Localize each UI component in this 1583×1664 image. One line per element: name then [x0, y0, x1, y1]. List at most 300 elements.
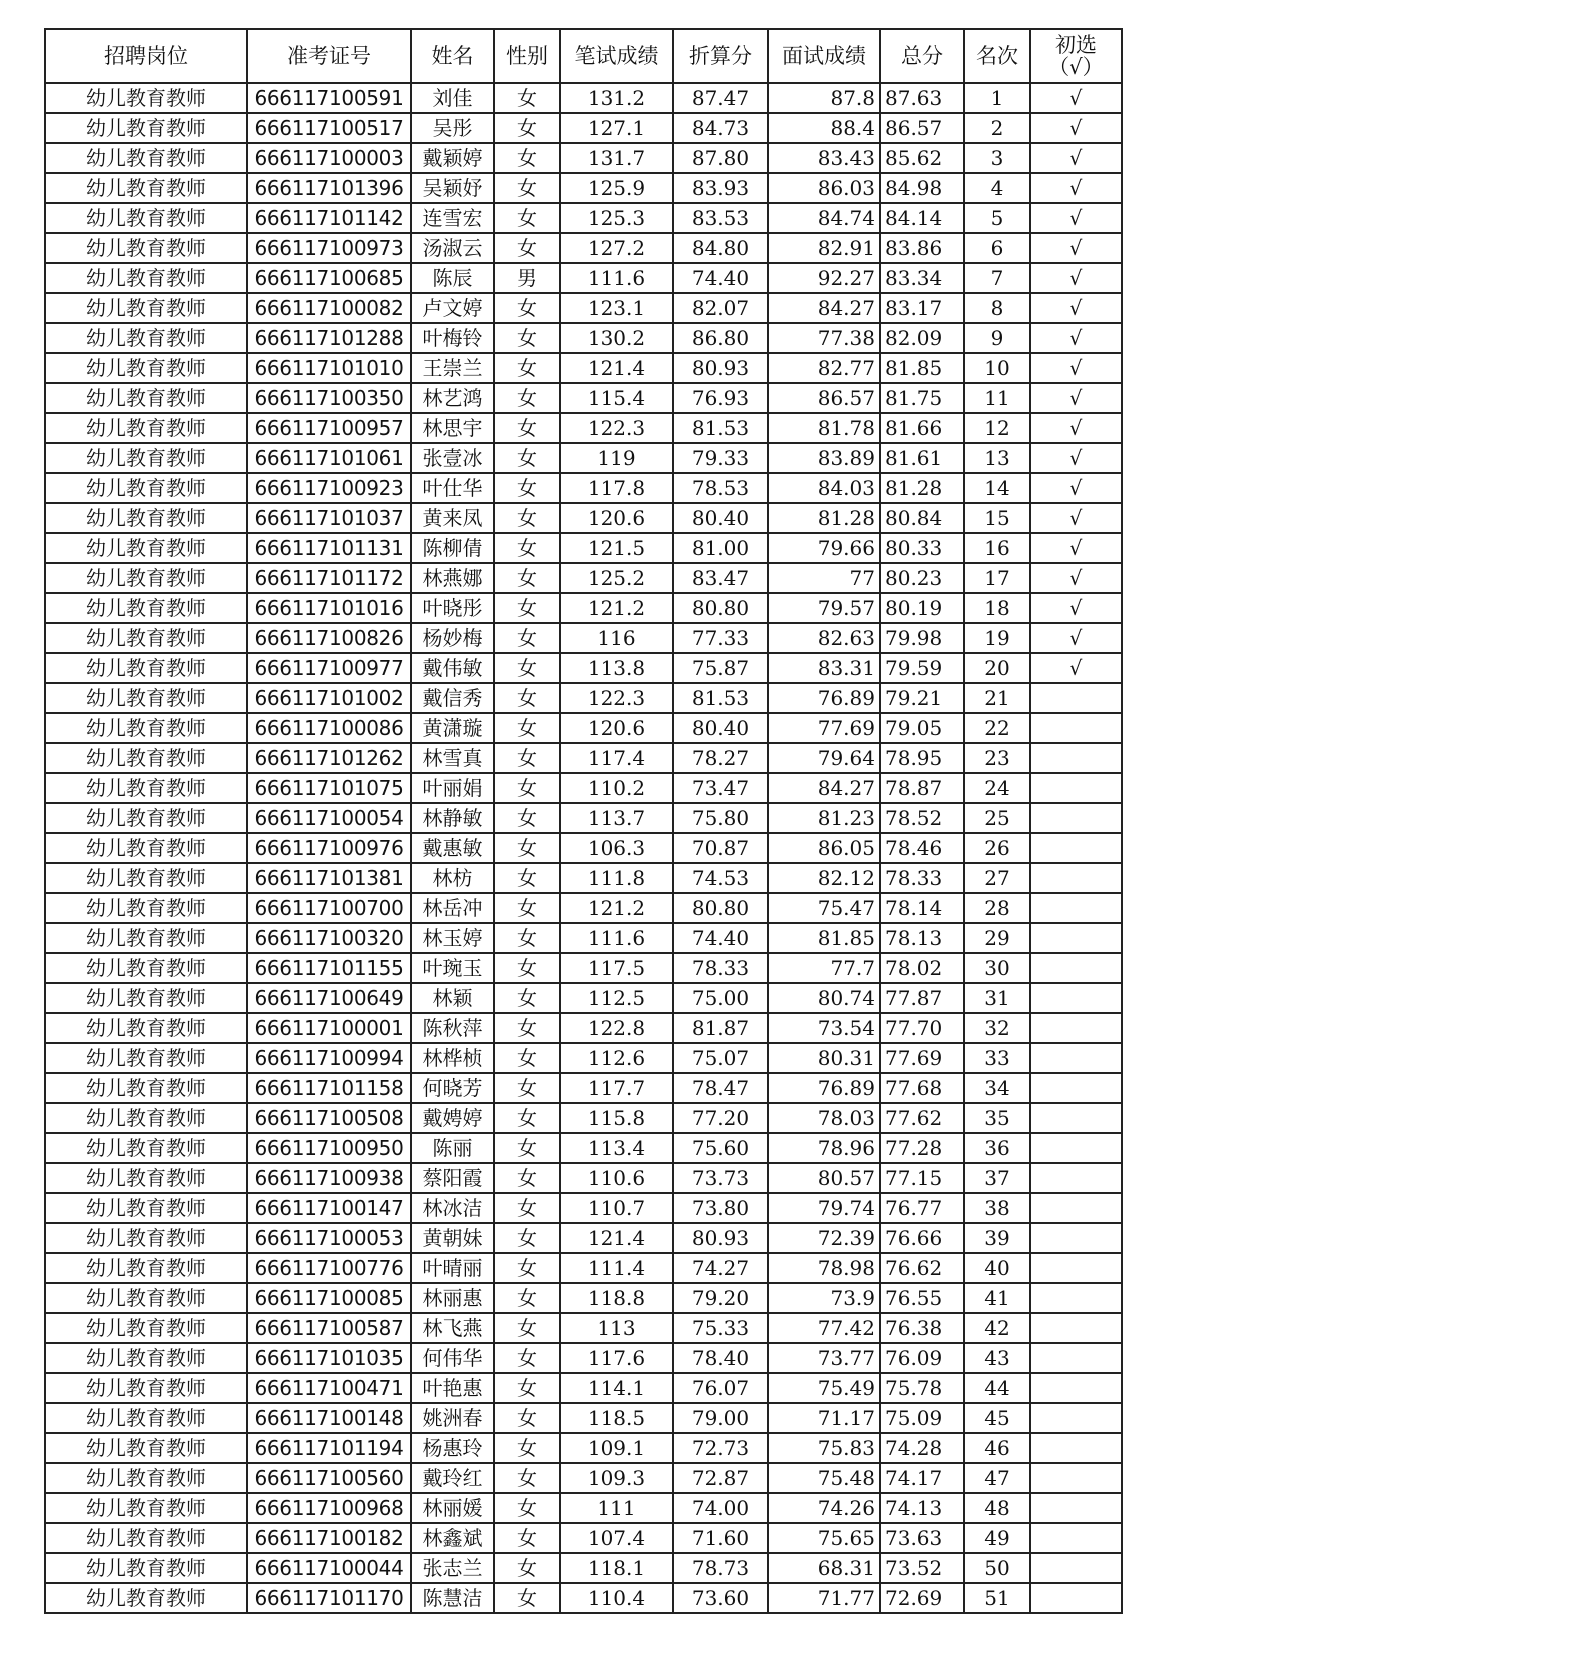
selected-check-cell	[1030, 1313, 1122, 1343]
rank-cell: 16	[964, 533, 1030, 563]
converted-score-cell: 84.73	[673, 113, 768, 143]
rank-cell: 27	[964, 863, 1030, 893]
interview-score-cell: 79.74	[768, 1193, 880, 1223]
name-cell: 戴颖婷	[411, 143, 494, 173]
total-score-cell: 76.77	[880, 1193, 964, 1223]
interview-score-cell: 77	[768, 563, 880, 593]
table-row	[45, 893, 1122, 923]
exam-id-cell: 666117101288	[247, 323, 411, 353]
position-cell: 幼儿教育教师	[45, 533, 247, 563]
gender-cell: 女	[494, 713, 560, 743]
exam-id-cell: 666117100560	[247, 1463, 411, 1493]
table-row	[45, 713, 1122, 743]
written-score-cell: 127.2	[560, 233, 673, 263]
total-score-cell: 82.09	[880, 323, 964, 353]
total-score-cell: 73.63	[880, 1523, 964, 1553]
rank-cell: 8	[964, 293, 1030, 323]
converted-score-cell: 72.73	[673, 1433, 768, 1463]
gender-cell: 女	[494, 443, 560, 473]
table-row	[45, 653, 1122, 683]
interview-score-cell: 78.96	[768, 1133, 880, 1163]
interview-score-cell: 84.03	[768, 473, 880, 503]
interview-score-cell: 73.9	[768, 1283, 880, 1313]
selected-check-cell	[1030, 743, 1122, 773]
table-row	[45, 113, 1122, 143]
converted-score-cell: 75.80	[673, 803, 768, 833]
name-cell: 叶琬玉	[411, 953, 494, 983]
selected-check-cell: √	[1030, 623, 1122, 653]
interview-score-cell: 72.39	[768, 1223, 880, 1253]
interview-score-cell: 78.98	[768, 1253, 880, 1283]
position-cell: 幼儿教育教师	[45, 1523, 247, 1553]
gender-cell: 女	[494, 1493, 560, 1523]
gender-cell: 女	[494, 623, 560, 653]
name-cell: 陈慧洁	[411, 1583, 494, 1613]
written-score-cell: 131.2	[560, 83, 673, 113]
total-score-cell: 87.63	[880, 83, 964, 113]
converted-score-cell: 75.87	[673, 653, 768, 683]
gender-cell: 女	[494, 1313, 560, 1343]
gender-cell: 女	[494, 1403, 560, 1433]
selected-check-cell: √	[1030, 383, 1122, 413]
selected-check-cell	[1030, 1463, 1122, 1493]
written-score-cell: 118.5	[560, 1403, 673, 1433]
selected-check-cell	[1030, 1013, 1122, 1043]
total-score-cell: 72.69	[880, 1583, 964, 1613]
name-cell: 陈柳倩	[411, 533, 494, 563]
total-score-cell: 83.34	[880, 263, 964, 293]
exam-id-cell: 666117100148	[247, 1403, 411, 1433]
name-cell: 戴惠敏	[411, 833, 494, 863]
selected-check-cell: √	[1030, 203, 1122, 233]
position-cell: 幼儿教育教师	[45, 683, 247, 713]
rank-cell: 10	[964, 353, 1030, 383]
name-cell: 黄来凤	[411, 503, 494, 533]
gender-cell: 女	[494, 383, 560, 413]
written-score-cell: 117.8	[560, 473, 673, 503]
table-row	[45, 1013, 1122, 1043]
name-cell: 连雪宏	[411, 203, 494, 233]
rank-cell: 51	[964, 1583, 1030, 1613]
position-cell: 幼儿教育教师	[45, 1433, 247, 1463]
gender-cell: 女	[494, 413, 560, 443]
total-score-cell: 81.66	[880, 413, 964, 443]
rank-cell: 23	[964, 743, 1030, 773]
rank-cell: 22	[964, 713, 1030, 743]
position-cell: 幼儿教育教师	[45, 1583, 247, 1613]
gender-cell: 女	[494, 293, 560, 323]
interview-score-cell: 79.57	[768, 593, 880, 623]
header-written-score: 笔试成绩	[560, 29, 673, 83]
written-score-cell: 115.8	[560, 1103, 673, 1133]
total-score-cell: 77.70	[880, 1013, 964, 1043]
name-cell: 黄潇璇	[411, 713, 494, 743]
header-gender: 性别	[494, 29, 560, 83]
converted-score-cell: 80.40	[673, 713, 768, 743]
exam-id-cell: 666117100182	[247, 1523, 411, 1553]
table-row	[45, 1223, 1122, 1253]
interview-score-cell: 79.64	[768, 743, 880, 773]
name-cell: 林枋	[411, 863, 494, 893]
position-cell: 幼儿教育教师	[45, 353, 247, 383]
gender-cell: 女	[494, 473, 560, 503]
total-score-cell: 80.19	[880, 593, 964, 623]
rank-cell: 13	[964, 443, 1030, 473]
converted-score-cell: 74.53	[673, 863, 768, 893]
written-score-cell: 117.7	[560, 1073, 673, 1103]
converted-score-cell: 80.80	[673, 593, 768, 623]
selected-check-cell	[1030, 1103, 1122, 1133]
exam-id-cell: 666117100001	[247, 1013, 411, 1043]
selected-check-cell	[1030, 833, 1122, 863]
converted-score-cell: 87.80	[673, 143, 768, 173]
rank-cell: 12	[964, 413, 1030, 443]
selected-check-cell: √	[1030, 263, 1122, 293]
selected-check-cell	[1030, 863, 1122, 893]
position-cell: 幼儿教育教师	[45, 713, 247, 743]
exam-id-cell: 666117101381	[247, 863, 411, 893]
rank-cell: 41	[964, 1283, 1030, 1313]
position-cell: 幼儿教育教师	[45, 1373, 247, 1403]
selected-check-cell: √	[1030, 653, 1122, 683]
exam-id-cell: 666117100044	[247, 1553, 411, 1583]
table-row	[45, 1433, 1122, 1463]
total-score-cell: 78.02	[880, 953, 964, 983]
total-score-cell: 77.69	[880, 1043, 964, 1073]
gender-cell: 女	[494, 983, 560, 1013]
position-cell: 幼儿教育教师	[45, 1103, 247, 1133]
interview-score-cell: 83.31	[768, 653, 880, 683]
name-cell: 林飞燕	[411, 1313, 494, 1343]
name-cell: 林鑫斌	[411, 1523, 494, 1553]
interview-score-cell: 92.27	[768, 263, 880, 293]
interview-score-cell: 81.85	[768, 923, 880, 953]
interview-score-cell: 76.89	[768, 683, 880, 713]
name-cell: 卢文婷	[411, 293, 494, 323]
name-cell: 黄朝妹	[411, 1223, 494, 1253]
written-score-cell: 113.8	[560, 653, 673, 683]
written-score-cell: 110.6	[560, 1163, 673, 1193]
exam-id-cell: 666117101131	[247, 533, 411, 563]
rank-cell: 34	[964, 1073, 1030, 1103]
interview-score-cell: 83.43	[768, 143, 880, 173]
selected-check-cell	[1030, 1073, 1122, 1103]
selected-check-cell	[1030, 683, 1122, 713]
converted-score-cell: 73.80	[673, 1193, 768, 1223]
name-cell: 吴颖妤	[411, 173, 494, 203]
table-row	[45, 623, 1122, 653]
selected-check-cell	[1030, 923, 1122, 953]
name-cell: 叶晴丽	[411, 1253, 494, 1283]
gender-cell: 女	[494, 1523, 560, 1553]
exam-id-cell: 666117100147	[247, 1193, 411, 1223]
written-score-cell: 114.1	[560, 1373, 673, 1403]
rank-cell: 44	[964, 1373, 1030, 1403]
exam-id-cell: 666117100973	[247, 233, 411, 263]
name-cell: 何晓芳	[411, 1073, 494, 1103]
interview-score-cell: 75.65	[768, 1523, 880, 1553]
name-cell: 陈秋萍	[411, 1013, 494, 1043]
interview-score-cell: 78.03	[768, 1103, 880, 1133]
table-row	[45, 323, 1122, 353]
position-cell: 幼儿教育教师	[45, 863, 247, 893]
name-cell: 林颖	[411, 983, 494, 1013]
rank-cell: 39	[964, 1223, 1030, 1253]
results-table	[44, 28, 1123, 1614]
rank-cell: 9	[964, 323, 1030, 353]
table-row	[45, 263, 1122, 293]
total-score-cell: 85.62	[880, 143, 964, 173]
position-cell: 幼儿教育教师	[45, 1253, 247, 1283]
gender-cell: 女	[494, 203, 560, 233]
selected-check-cell: √	[1030, 593, 1122, 623]
total-score-cell: 76.66	[880, 1223, 964, 1253]
gender-cell: 女	[494, 533, 560, 563]
converted-score-cell: 80.93	[673, 1223, 768, 1253]
selected-check-cell	[1030, 1283, 1122, 1313]
written-score-cell: 118.1	[560, 1553, 673, 1583]
position-cell: 幼儿教育教师	[45, 743, 247, 773]
name-cell: 刘佳	[411, 83, 494, 113]
position-cell: 幼儿教育教师	[45, 203, 247, 233]
gender-cell: 女	[494, 353, 560, 383]
written-score-cell: 125.2	[560, 563, 673, 593]
gender-cell: 女	[494, 1373, 560, 1403]
position-cell: 幼儿教育教师	[45, 983, 247, 1013]
converted-score-cell: 79.20	[673, 1283, 768, 1313]
rank-cell: 49	[964, 1523, 1030, 1553]
header-row	[45, 29, 1122, 83]
gender-cell: 女	[494, 1343, 560, 1373]
interview-score-cell: 82.12	[768, 863, 880, 893]
exam-id-cell: 666117100977	[247, 653, 411, 683]
position-cell: 幼儿教育教师	[45, 593, 247, 623]
total-score-cell: 75.78	[880, 1373, 964, 1403]
interview-score-cell: 84.27	[768, 293, 880, 323]
selected-check-cell	[1030, 803, 1122, 833]
interview-score-cell: 86.57	[768, 383, 880, 413]
interview-score-cell: 75.49	[768, 1373, 880, 1403]
table-row	[45, 1283, 1122, 1313]
rank-cell: 37	[964, 1163, 1030, 1193]
total-score-cell: 81.61	[880, 443, 964, 473]
written-score-cell: 121.5	[560, 533, 673, 563]
total-score-cell: 75.09	[880, 1403, 964, 1433]
name-cell: 张志兰	[411, 1553, 494, 1583]
gender-cell: 女	[494, 1163, 560, 1193]
name-cell: 林冰洁	[411, 1193, 494, 1223]
rank-cell: 26	[964, 833, 1030, 863]
gender-cell: 女	[494, 83, 560, 113]
exam-id-cell: 666117100700	[247, 893, 411, 923]
converted-score-cell: 73.47	[673, 773, 768, 803]
exam-id-cell: 666117100685	[247, 263, 411, 293]
name-cell: 林燕娜	[411, 563, 494, 593]
rank-cell: 6	[964, 233, 1030, 263]
name-cell: 林岳冲	[411, 893, 494, 923]
name-cell: 蔡阳霞	[411, 1163, 494, 1193]
name-cell: 叶梅铃	[411, 323, 494, 353]
total-score-cell: 77.87	[880, 983, 964, 1013]
rank-cell: 30	[964, 953, 1030, 983]
table-row	[45, 833, 1122, 863]
total-score-cell: 79.59	[880, 653, 964, 683]
converted-score-cell: 80.40	[673, 503, 768, 533]
total-score-cell: 80.33	[880, 533, 964, 563]
total-score-cell: 80.23	[880, 563, 964, 593]
name-cell: 林丽媛	[411, 1493, 494, 1523]
position-cell: 幼儿教育教师	[45, 1193, 247, 1223]
converted-score-cell: 86.80	[673, 323, 768, 353]
written-score-cell: 116	[560, 623, 673, 653]
selected-check-cell: √	[1030, 563, 1122, 593]
gender-cell: 女	[494, 1433, 560, 1463]
total-score-cell: 76.62	[880, 1253, 964, 1283]
selected-check-cell: √	[1030, 533, 1122, 563]
table-row	[45, 1163, 1122, 1193]
exam-id-cell: 666117101035	[247, 1343, 411, 1373]
total-score-cell: 76.38	[880, 1313, 964, 1343]
selected-check-cell	[1030, 1493, 1122, 1523]
rank-cell: 11	[964, 383, 1030, 413]
header-rank: 名次	[964, 29, 1030, 83]
exam-id-cell: 666117100938	[247, 1163, 411, 1193]
table-row	[45, 203, 1122, 233]
converted-score-cell: 75.60	[673, 1133, 768, 1163]
exam-id-cell: 666117100471	[247, 1373, 411, 1403]
interview-score-cell: 82.63	[768, 623, 880, 653]
exam-id-cell: 666117100350	[247, 383, 411, 413]
exam-id-cell: 666117100086	[247, 713, 411, 743]
exam-id-cell: 666117100085	[247, 1283, 411, 1313]
converted-score-cell: 83.93	[673, 173, 768, 203]
selected-check-cell: √	[1030, 473, 1122, 503]
interview-score-cell: 71.77	[768, 1583, 880, 1613]
header-selected	[1030, 29, 1122, 83]
written-score-cell: 121.2	[560, 893, 673, 923]
position-cell: 幼儿教育教师	[45, 833, 247, 863]
name-cell: 杨惠玲	[411, 1433, 494, 1463]
converted-score-cell: 80.93	[673, 353, 768, 383]
interview-score-cell: 77.69	[768, 713, 880, 743]
converted-score-cell: 78.33	[673, 953, 768, 983]
table-row	[45, 353, 1122, 383]
position-cell: 幼儿教育教师	[45, 233, 247, 263]
table-row	[45, 503, 1122, 533]
exam-id-cell: 666117100957	[247, 413, 411, 443]
total-score-cell: 79.21	[880, 683, 964, 713]
selected-check-cell	[1030, 1133, 1122, 1163]
exam-id-cell: 666117101396	[247, 173, 411, 203]
rank-cell: 5	[964, 203, 1030, 233]
table-row	[45, 593, 1122, 623]
gender-cell: 女	[494, 1253, 560, 1283]
converted-score-cell: 75.33	[673, 1313, 768, 1343]
rank-cell: 3	[964, 143, 1030, 173]
interview-score-cell: 73.54	[768, 1013, 880, 1043]
written-score-cell: 120.6	[560, 503, 673, 533]
total-score-cell: 77.62	[880, 1103, 964, 1133]
position-cell: 幼儿教育教师	[45, 1163, 247, 1193]
selected-check-cell	[1030, 1553, 1122, 1583]
written-score-cell: 127.1	[560, 113, 673, 143]
table-row	[45, 473, 1122, 503]
converted-score-cell: 78.40	[673, 1343, 768, 1373]
written-score-cell: 121.2	[560, 593, 673, 623]
name-cell: 戴娉婷	[411, 1103, 494, 1133]
written-score-cell: 106.3	[560, 833, 673, 863]
converted-score-cell: 84.80	[673, 233, 768, 263]
rank-cell: 31	[964, 983, 1030, 1013]
gender-cell: 女	[494, 563, 560, 593]
selected-check-cell	[1030, 1223, 1122, 1253]
position-cell: 幼儿教育教师	[45, 173, 247, 203]
selected-check-cell	[1030, 1163, 1122, 1193]
header-selected-line1: 初选	[1055, 33, 1097, 57]
table-row	[45, 173, 1122, 203]
converted-score-cell: 74.40	[673, 923, 768, 953]
position-cell: 幼儿教育教师	[45, 1313, 247, 1343]
rank-cell: 48	[964, 1493, 1030, 1523]
interview-score-cell: 76.89	[768, 1073, 880, 1103]
written-score-cell: 110.7	[560, 1193, 673, 1223]
converted-score-cell: 78.53	[673, 473, 768, 503]
converted-score-cell: 76.93	[673, 383, 768, 413]
total-score-cell: 79.98	[880, 623, 964, 653]
interview-score-cell: 75.83	[768, 1433, 880, 1463]
written-score-cell: 112.5	[560, 983, 673, 1013]
exam-id-cell: 666117101016	[247, 593, 411, 623]
position-cell: 幼儿教育教师	[45, 653, 247, 683]
table-row	[45, 803, 1122, 833]
position-cell: 幼儿教育教师	[45, 563, 247, 593]
gender-cell: 女	[494, 593, 560, 623]
position-cell: 幼儿教育教师	[45, 1283, 247, 1313]
interview-score-cell: 79.66	[768, 533, 880, 563]
table-row	[45, 1313, 1122, 1343]
converted-score-cell: 75.00	[673, 983, 768, 1013]
interview-score-cell: 83.89	[768, 443, 880, 473]
written-score-cell: 112.6	[560, 1043, 673, 1073]
selected-check-cell	[1030, 1193, 1122, 1223]
rank-cell: 36	[964, 1133, 1030, 1163]
rank-cell: 32	[964, 1013, 1030, 1043]
exam-id-cell: 666117101142	[247, 203, 411, 233]
converted-score-cell: 71.60	[673, 1523, 768, 1553]
name-cell: 林雪真	[411, 743, 494, 773]
exam-id-cell: 666117100776	[247, 1253, 411, 1283]
exam-id-cell: 666117101170	[247, 1583, 411, 1613]
rank-cell: 24	[964, 773, 1030, 803]
position-cell: 幼儿教育教师	[45, 473, 247, 503]
table-row	[45, 1463, 1122, 1493]
gender-cell: 男	[494, 263, 560, 293]
interview-score-cell: 87.8	[768, 83, 880, 113]
total-score-cell: 78.46	[880, 833, 964, 863]
converted-score-cell: 79.00	[673, 1403, 768, 1433]
converted-score-cell: 74.00	[673, 1493, 768, 1523]
table-body	[45, 83, 1122, 1613]
header-name: 姓名	[411, 29, 494, 83]
converted-score-cell: 78.73	[673, 1553, 768, 1583]
written-score-cell: 111.6	[560, 923, 673, 953]
exam-id-cell: 666117101262	[247, 743, 411, 773]
gender-cell: 女	[494, 143, 560, 173]
table-row	[45, 413, 1122, 443]
exam-id-cell: 666117100950	[247, 1133, 411, 1163]
gender-cell: 女	[494, 503, 560, 533]
converted-score-cell: 79.33	[673, 443, 768, 473]
